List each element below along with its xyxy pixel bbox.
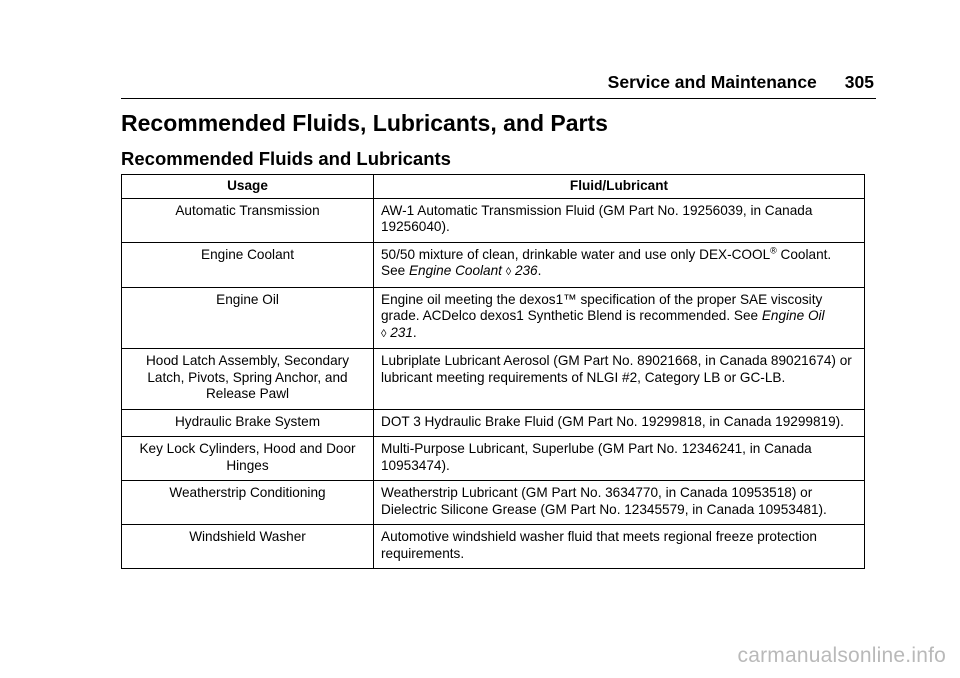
usage-cell: Windshield Washer [122,525,374,569]
running-header [608,72,874,93]
cross-reference-link[interactable]: Engine Coolant [408,263,502,278]
usage-column-header: Usage [122,175,374,199]
table-row [122,198,865,242]
header-divider [121,98,876,99]
table-row [122,409,865,437]
fluids-table [121,174,865,569]
fluid-cell: Engine oil meeting the dexos1™ specification of the proper SAE viscosity grade. ACDelco dexos1 Synthetic Blend is recommended. See Engine Oil ◊ 231. [374,287,865,349]
usage-cell: Engine Oil [122,287,374,349]
fluid-cell: 50/50 mixture of clean, drinkable water and use only DEX-COOL® Coolant. See Engine Coolant ◊ 236. [374,242,865,287]
usage-cell: Engine Coolant [122,242,374,287]
reference-page-number: 231 [390,324,413,340]
fluid-cell: Multi-Purpose Lubricant, Superlube (GM Part No. 12346241, in Canada 10953474). [374,437,865,481]
registered-mark: ® [770,244,777,255]
table-row [122,242,865,287]
usage-cell: Weatherstrip Conditioning [122,481,374,525]
page-reference-icon: ◊ [381,327,387,340]
fluid-cell: Lubriplate Lubricant Aerosol (GM Part No. 89021668, in Canada 89021674) or lubricant meeting requirements of NLGI #2, Category LB or GC-LB. [374,349,865,410]
fluid-cell: DOT 3 Hydraulic Brake Fluid (GM Part No. 19299818, in Canada 19299819). [374,409,865,437]
fluid-column-header: Fluid/Lubricant [374,175,865,199]
page-reference-icon: ◊ [505,266,512,278]
usage-cell: Automatic Transmission [122,198,374,242]
fluid-cell: Weatherstrip Lubricant (GM Part No. 3634770, in Canada 10953518) or Dielectric Silicone Grease (GM Part No. 12345579, in Canada 10953481). [374,481,865,525]
site-watermark: carmanualsonline.info [737,644,946,667]
usage-cell: Hydraulic Brake System [122,409,374,437]
section-name: Service and Maintenance [607,72,817,92]
reference-page-number: 236 [514,263,538,278]
fluid-cell: AW-1 Automatic Transmission Fluid (GM Part No. 19256039, in Canada 19256040). [374,198,865,242]
table-row [122,287,865,349]
table-row [122,525,865,569]
section-subtitle: Recommended Fluids and Lubricants [121,148,451,169]
fluid-cell: Automotive windshield washer fluid that meets regional freeze protection requirements. [374,525,865,569]
table-row [122,437,865,481]
table-header-row [122,175,865,199]
usage-cell: Key Lock Cylinders, Hood and Door Hinges [122,437,374,481]
usage-cell: Hood Latch Assembly, Secondary Latch, Pivots, Spring Anchor, and Release Pawl [122,349,374,410]
table-row [122,481,865,525]
page-number: 305 [844,72,874,92]
table-row [122,349,865,410]
page-title: Recommended Fluids, Lubricants, and Parts [121,110,608,136]
cross-reference-link[interactable]: Engine Oil [761,308,825,323]
